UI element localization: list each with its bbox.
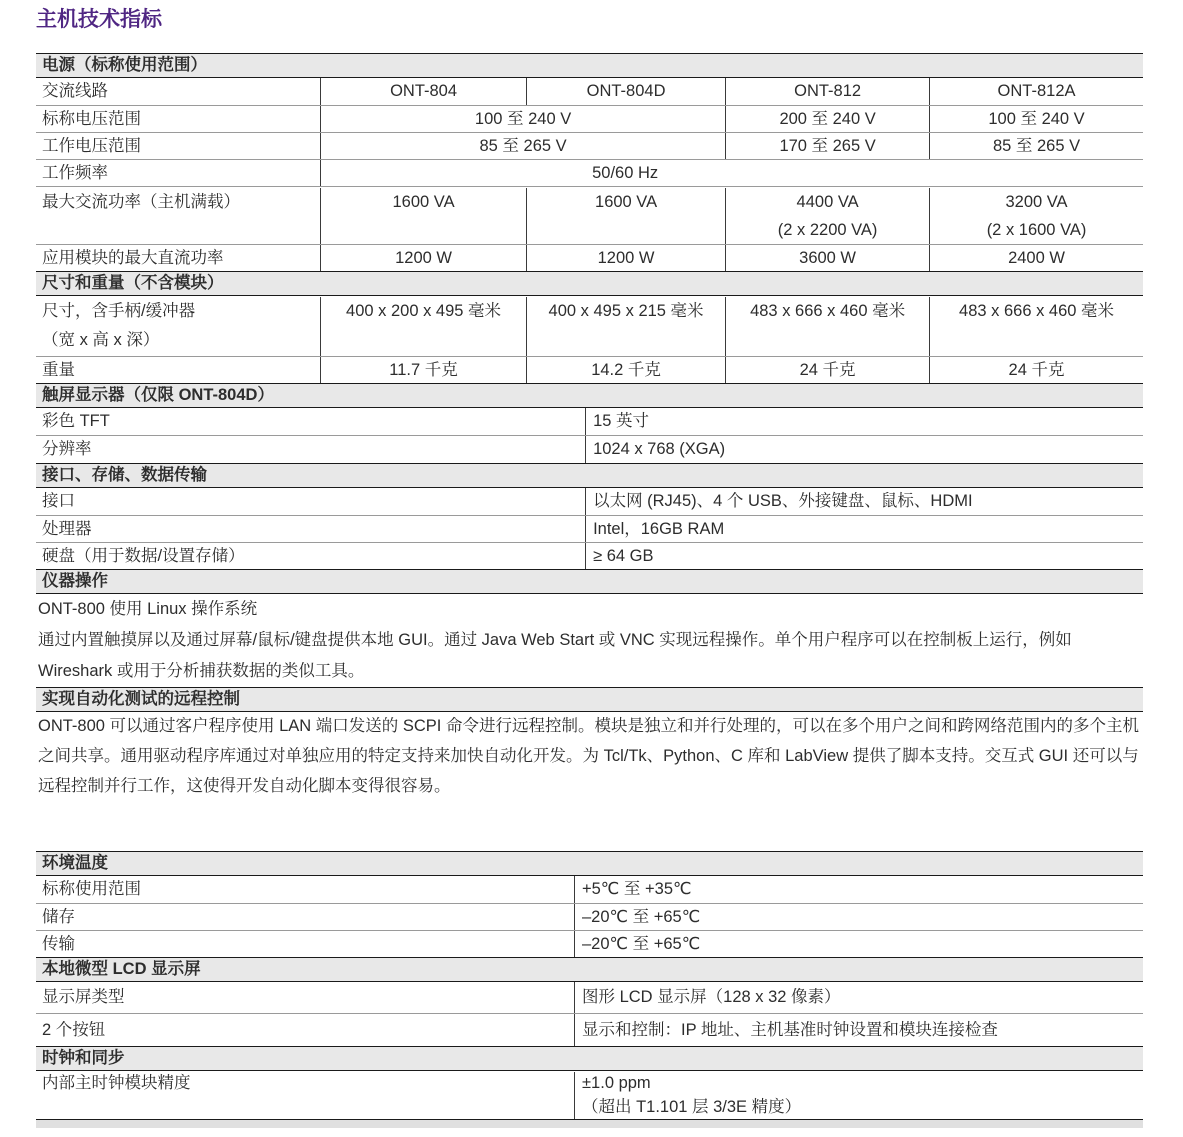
row-label: 2 个按钮 <box>42 1021 106 1039</box>
row-label: 传输 <box>42 935 75 953</box>
page-title: 主机技术指标 <box>36 8 162 31</box>
cell-value: 3600 W <box>725 245 929 271</box>
cell-value-line1: 4400 VA <box>796 193 859 211</box>
cell-value: 显示和控制：IP 地址、主机基准时钟设置和模块连接检查 <box>574 1014 1143 1046</box>
section-header-dimensions: 尺寸和重量（不含模块） <box>36 271 1143 296</box>
cell-value: 1600 VA <box>320 188 526 244</box>
section-header-touchscreen: 触屏显示器（仅限 ONT-804D） <box>36 383 1143 408</box>
cell-value: 400 x 495 x 215 毫米 <box>526 297 725 356</box>
row-label: 最大交流功率（主机满载） <box>42 193 240 211</box>
row-label: 标称使用范围 <box>42 880 141 898</box>
cell-value: 1024 x 768 (XGA) <box>585 436 1143 463</box>
cell-value: 200 至 240 V <box>725 106 929 132</box>
row-processor <box>36 515 1143 542</box>
row-interfaces <box>36 488 1143 515</box>
row-label-two-line <box>36 297 320 356</box>
section-gap <box>0 831 1183 851</box>
spec-table-environment <box>36 851 1143 1119</box>
model-ont-812a: ONT-812A <box>929 78 1143 105</box>
cell-value: 1600 VA <box>526 188 725 244</box>
section-header-power: 电源（标称使用范围） <box>36 53 1143 78</box>
cell-value: 483 x 666 x 460 毫米 <box>929 297 1143 356</box>
model-ont-812: ONT-812 <box>725 78 929 105</box>
row-env-storage <box>36 903 1143 930</box>
row-label: 彩色 TFT <box>42 412 110 430</box>
row-harddisk <box>36 542 1143 569</box>
row-label: 显示屏类型 <box>42 988 125 1006</box>
cell-value: –20℃ 至 +65℃ <box>574 931 1143 957</box>
cell-value-line2: (2 x 2200 VA) <box>777 221 878 239</box>
row-ac-line <box>36 78 1143 105</box>
row-label: 硬盘（用于数据/设置存储） <box>42 547 245 565</box>
row-clock-accuracy <box>36 1071 1143 1119</box>
cell-value: 85 至 265 V <box>320 133 725 159</box>
row-lcd-buttons <box>36 1013 1143 1046</box>
remote-control-paragraph: ONT-800 可以通过客户程序使用 LAN 端口发送的 SCPI 命令进行远程控制。模块是独立和并行处理的，可以在多个用户之间和跨网络范围内的多个主机之间共享。通用驱动程序库通过对单独应用的特定支持来加快自动化开发。为 Tcl/Tk、Python、C 库和 LabView 提供了脚本支持。交互式 GUI 还可以与远程控制并行工作，这使得开发自动化脚本变得很容易。 <box>38 717 1139 795</box>
row-lcd-type <box>36 982 1143 1013</box>
row-nominal-voltage <box>36 105 1143 132</box>
row-operating-voltage <box>36 132 1143 159</box>
cell-value-line1: 3200 VA <box>1005 193 1068 211</box>
cell-value: ≥ 64 GB <box>585 543 1143 569</box>
cell-value: 14.2 千克 <box>526 357 725 383</box>
cell-value: 24 千克 <box>929 357 1143 383</box>
row-color-tft <box>36 408 1143 435</box>
cell-value: 1200 W <box>526 245 725 271</box>
operation-os-line: ONT-800 使用 Linux 操作系统 <box>38 600 258 618</box>
row-label: 工作电压范围 <box>42 137 141 155</box>
row-label: 处理器 <box>42 520 92 538</box>
row-resolution <box>36 435 1143 463</box>
cell-value-line1: ±1.0 ppm <box>582 1074 651 1092</box>
row-label: 重量 <box>42 361 75 379</box>
spec-table-main <box>36 53 1143 831</box>
cell-value: –20℃ 至 +65℃ <box>574 904 1143 930</box>
cell-value-span <box>320 160 1143 186</box>
cell-value-two-line <box>574 1072 1143 1119</box>
cell-value-line2: (2 x 1600 VA) <box>986 221 1087 239</box>
row-weight <box>36 356 1143 383</box>
row-label: 储存 <box>42 908 75 926</box>
model-ont-804: ONT-804 <box>320 78 526 105</box>
row-label: 分辨率 <box>42 440 92 458</box>
operation-text-block <box>36 594 1143 687</box>
row-max-ac-power <box>36 186 1143 244</box>
row-label: 交流线路 <box>42 82 108 100</box>
cell-value: 1200 W <box>320 245 526 271</box>
row-env-nominal <box>36 876 1143 903</box>
cell-value: 11.7 千克 <box>320 357 526 383</box>
cell-value: 50/60 Hz <box>592 164 659 182</box>
cell-value: 24 千克 <box>725 357 929 383</box>
row-label: 内部主时钟模块精度 <box>42 1074 191 1092</box>
operation-paragraph: 通过内置触摸屏以及通过屏幕/鼠标/键盘提供本地 GUI。通过 Java Web Start 或 VNC 实现远程操作。单个用户程序可以在控制板上运行，例如 Wireshark 或用于分析捕获数据的类似工具。 <box>38 631 1072 680</box>
cell-value: 100 至 240 V <box>320 106 725 132</box>
section-header-remote-control: 实现自动化测试的远程控制 <box>36 687 1143 712</box>
cell-value: +5℃ 至 +35℃ <box>574 876 1143 903</box>
row-label: 标称电压范围 <box>42 110 141 128</box>
row-label: 应用模块的最大直流功率 <box>42 249 224 267</box>
cell-value: 400 x 200 x 495 毫米 <box>320 297 526 356</box>
row-label-line2: （宽 x 高 x 深） <box>42 331 160 349</box>
cell-value-two-line <box>725 188 929 244</box>
cell-value: 483 x 666 x 460 毫米 <box>725 297 929 356</box>
section-header-environment: 环境温度 <box>36 851 1143 876</box>
model-ont-804d: ONT-804D <box>526 78 725 105</box>
cell-value: 85 至 265 V <box>929 133 1143 159</box>
section-header-operation: 仪器操作 <box>36 569 1143 594</box>
row-label: 工作频率 <box>42 164 108 182</box>
row-label-line1: 尺寸，含手柄/缓冲器 <box>42 302 196 320</box>
row-size <box>36 296 1143 356</box>
cell-value: 图形 LCD 显示屏（128 x 32 像素） <box>574 982 1143 1013</box>
section-header-io: 接口、存储、数据传输 <box>36 463 1143 488</box>
cell-value-two-line <box>929 188 1143 244</box>
cell-value: 100 至 240 V <box>929 106 1143 132</box>
cell-value: 170 至 265 V <box>725 133 929 159</box>
cell-value: 2400 W <box>929 245 1143 271</box>
cell-value: 15 英寸 <box>585 408 1143 435</box>
cell-value: Intel，16GB RAM <box>585 516 1143 542</box>
section-header-lcd: 本地微型 LCD 显示屏 <box>36 957 1143 982</box>
row-max-dc-power <box>36 244 1143 271</box>
row-label: 接口 <box>42 492 75 510</box>
row-frequency <box>36 159 1143 186</box>
next-section-header-cutoff <box>36 1119 1143 1128</box>
cell-value-line2: （超出 T1.101 层 3/3E 精度） <box>582 1097 802 1116</box>
section-header-clock: 时钟和同步 <box>36 1046 1143 1071</box>
cell-value: 以太网 (RJ45)、4 个 USB、外接键盘、鼠标、HDMI <box>585 488 1143 515</box>
row-env-transport <box>36 930 1143 957</box>
